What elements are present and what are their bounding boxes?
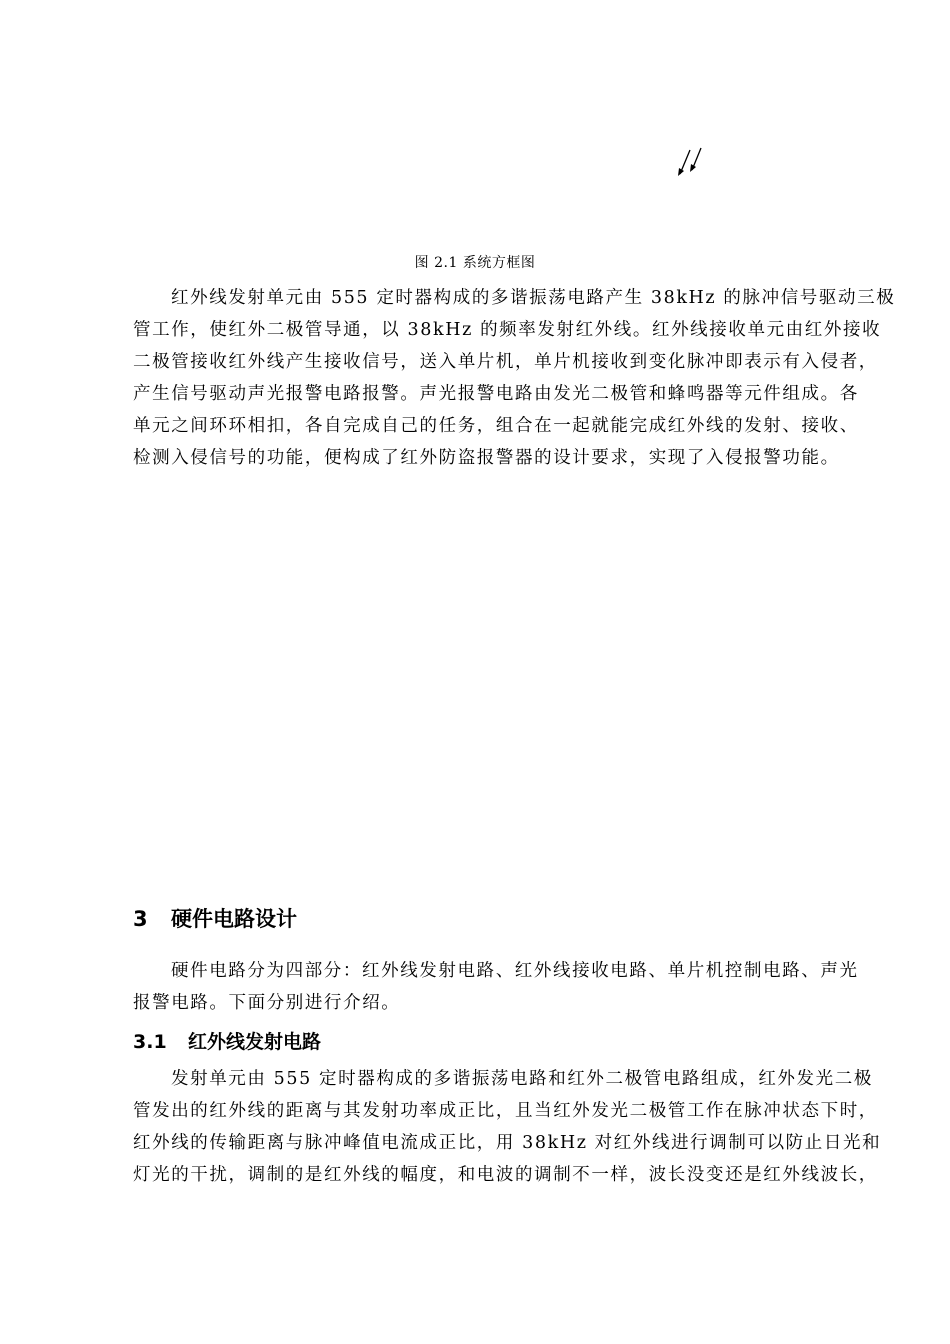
figure-caption: 图 2.1 系统方框图 xyxy=(414,255,536,271)
text-line: 管工作，使红外二极管导通，以 38kHz 的频率发射红外线。红外线接收单元由红外接收 xyxy=(133,320,882,340)
paragraph-transmitter xyxy=(133,1063,882,1191)
section-title: 红外线发射电路 xyxy=(188,1031,322,1053)
text-line: 产生信号驱动声光报警电路报警。声光报警电路由发光二极管和蜂鸣器等元件组成。各 xyxy=(133,384,859,404)
section-heading-3 xyxy=(133,903,297,933)
text-line: 红外线的传输距离与脉冲峰值电流成正比，用 38kHz 对红外线进行调制可以防止日光和 xyxy=(133,1133,882,1153)
text-line: 单元之间环环相扣，各自完成自己的任务，组合在一起就能完成红外线的发射、接收、 xyxy=(133,416,859,436)
paragraph-system-description xyxy=(133,282,896,474)
double-down-left-arrow-icon xyxy=(676,146,704,178)
text-line: 发射单元由 555 定时器构成的多谐振荡电路和红外二极管电路组成，红外发光二极 xyxy=(171,1069,873,1089)
text-line: 硬件电路分为四部分：红外线发射电路、红外线接收电路、单片机控制电路、声光 xyxy=(171,961,859,981)
section-heading-3-1 xyxy=(133,1027,321,1054)
section-number: 3 xyxy=(133,907,148,931)
text-line: 检测入侵信号的功能，便构成了红外防盗报警器的设计要求，实现了入侵报警功能。 xyxy=(133,448,840,468)
text-line: 红外线发射单元由 555 定时器构成的多谐振荡电路产生 38kHz 的脉冲信号驱动三极 xyxy=(171,288,896,308)
text-line: 灯光的干扰，调制的是红外线的幅度，和电波的调制不一样，波长没变还是红外线波长， xyxy=(133,1165,878,1185)
paragraph-hardware-intro xyxy=(133,955,861,1019)
text-line: 二极管接收红外线产生接收信号，送入单片机，单片机接收到变化脉冲即表示有入侵者， xyxy=(133,352,878,372)
section-number: 3.1 xyxy=(133,1031,167,1053)
text-line: 管发出的红外线的距离与其发射功率成正比，且当红外发光二极管工作在脉冲状态下时， xyxy=(133,1101,878,1121)
section-title: 硬件电路设计 xyxy=(171,907,297,931)
text-line: 报警电路。下面分别进行介绍。 xyxy=(133,993,401,1013)
